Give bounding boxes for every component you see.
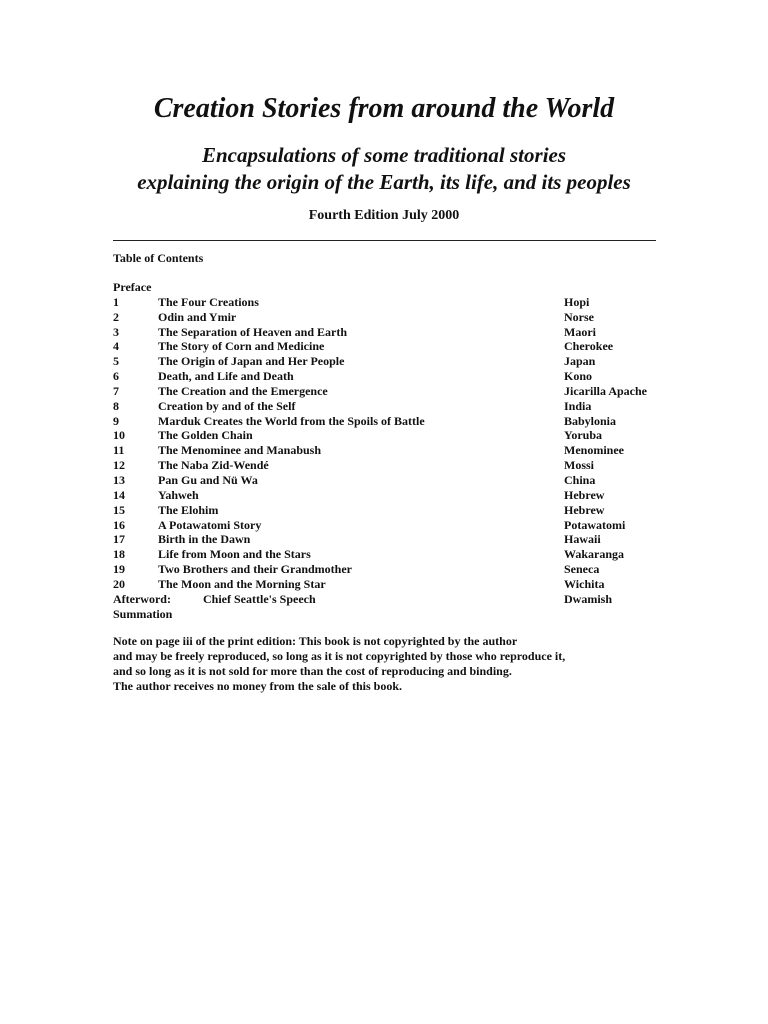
entry-number: 1 [113,294,119,309]
entry-title: The Moon and the Morning Star [158,576,326,591]
entry-number: 5 [113,354,119,369]
toc-entry [113,458,673,473]
entry-title: Birth in the Dawn [158,532,251,547]
entry-title: The Golden Chain [158,428,253,443]
entry-number: 9 [113,413,119,428]
toc-entry [113,325,673,340]
table-of-contents [113,280,673,621]
horizontal-rule [113,240,656,241]
entry-culture: Potawatomi [564,517,626,532]
toc-entry [113,518,673,533]
toc-entry [113,547,673,562]
entry-number: 12 [113,458,125,473]
entry-title: Pan Gu and Nü Wa [158,472,258,487]
entry-title: Creation by and of the Self [158,398,296,413]
copyright-note [113,634,673,694]
toc-summation [113,607,673,622]
note-line: and may be freely reproduced, so long as it is not copyrighted by those who reproduce it, [113,649,566,663]
entry-number: 13 [113,472,125,487]
toc-entry [113,428,673,443]
entry-number: 17 [113,532,125,547]
toc-entry [113,354,673,369]
entry-number: 11 [113,443,125,458]
note-line: The author receives no money from the sale of this book. [113,679,402,693]
entry-culture: Norse [564,309,594,324]
entry-number: 10 [113,428,125,443]
entry-title: The Story of Corn and Medicine [158,339,325,354]
entry-title: The Creation and the Emergence [158,383,328,398]
document-title: Creation Stories from around the World [153,93,615,124]
note-line: Note on page iii of the print edition: This book is not copyrighted by the author [113,634,518,648]
entry-culture: Hawaii [564,532,601,547]
subtitle-line: Encapsulations of some traditional stories [201,143,567,167]
afterword-title: Chief Seattle's Speech [203,591,316,606]
entry-number: 8 [113,398,119,413]
entry-culture: Cherokee [564,339,614,354]
toc-afterword [113,592,673,607]
entry-title: A Potawatomi Story [158,517,262,532]
summation-label: Summation [113,606,173,621]
toc-heading: Table of Contents [113,251,204,265]
entry-culture: Hopi [564,294,590,309]
toc-preface-label: Preface [113,280,152,294]
entry-number: 3 [113,324,119,339]
entry-number: 6 [113,369,119,384]
toc-entry [113,577,673,592]
toc-entry [113,339,673,354]
entry-title: The Separation of Heaven and Earth [158,324,348,339]
toc-entry [113,488,673,503]
entry-culture: India [564,398,592,413]
toc-entry [113,369,673,384]
entry-number: 14 [113,487,125,502]
entry-title: Yahweh [158,487,199,502]
entry-culture: Seneca [564,562,600,577]
entry-culture: Yoruba [564,428,603,443]
toc-entry [113,562,673,577]
entry-number: 15 [113,502,125,517]
toc-entry [113,399,673,414]
toc-entry [113,310,673,325]
entry-title: Life from Moon and the Stars [158,547,311,562]
entry-number: 19 [113,562,125,577]
entry-title: Death, and Life and Death [158,369,294,384]
entry-title: Marduk Creates the World from the Spoils of Battle [158,413,425,428]
entry-culture: Kono [564,369,593,384]
toc-entries [113,295,673,592]
entry-title: The Menominee and Manabush [158,443,322,458]
toc-entry [113,532,673,547]
toc-entry [113,295,673,310]
entry-title: The Naba Zid-Wendé [158,458,269,473]
entry-title: The Origin of Japan and Her People [158,354,345,369]
entry-number: 20 [113,576,125,591]
entry-culture: Japan [564,354,596,369]
entry-culture: Babylonia [564,413,617,428]
note-line: and so long as it is not sold for more than the cost of reproducing and binding. [113,664,512,678]
entry-title: The Elohim [158,502,219,517]
entry-culture: Mossi [564,458,594,473]
edition-line: Fourth Edition July 2000 [308,208,460,223]
entry-number: 7 [113,383,119,398]
entry-number: 2 [113,309,119,324]
toc-entry [113,414,673,429]
entry-number: 4 [113,339,119,354]
toc-entry [113,503,673,518]
entry-title: Two Brothers and their Grandmother [158,562,352,577]
entry-title: The Four Creations [158,294,259,309]
document-subtitle [0,142,768,196]
entry-culture: Jicarilla Apache [564,383,647,398]
entry-title: Odin and Ymir [158,309,237,324]
entry-culture: China [564,472,596,487]
entry-culture: Wichita [564,576,605,591]
entry-culture: Menominee [564,443,624,458]
subtitle-line: explaining the origin of the Earth, its life, and its peoples [137,170,631,194]
toc-entry [113,443,673,458]
entry-number: 18 [113,547,125,562]
toc-preface [113,280,673,295]
afterword-culture: Dwamish [564,591,613,606]
entry-culture: Wakaranga [564,547,625,562]
toc-entry [113,384,673,399]
entry-number: 16 [113,517,125,532]
afterword-label: Afterword: [113,591,171,606]
entry-culture: Maori [564,324,596,339]
toc-entry [113,473,673,488]
entry-culture: Hebrew [564,502,605,517]
entry-culture: Hebrew [564,487,605,502]
